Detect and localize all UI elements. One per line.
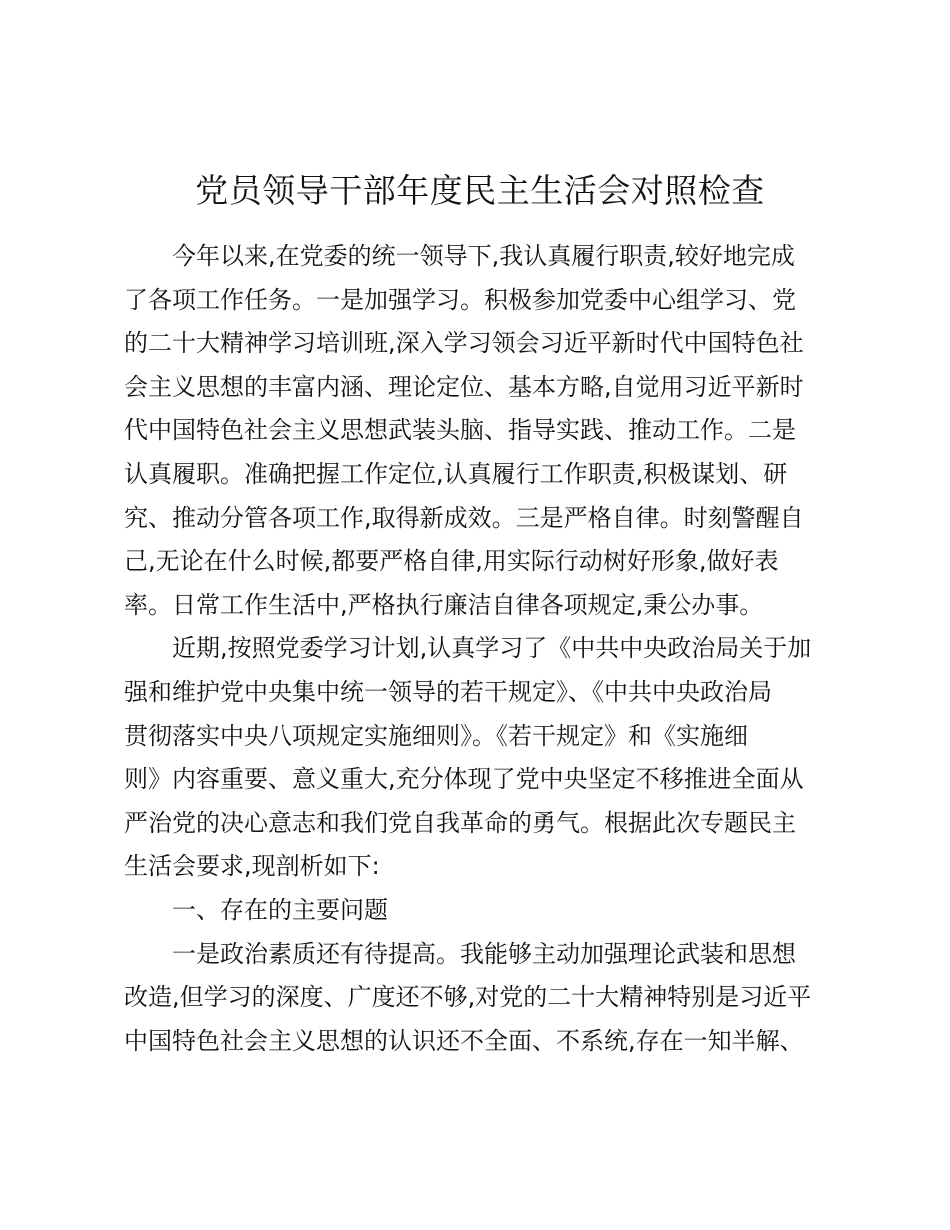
paragraph-line: 一是政治素质还有待提高。我能够主动加强理论武装和思想 (172, 939, 796, 968)
paragraph-line: 会主义思想的丰富内涵、理论定位、基本方略,自觉用习近平新时 (124, 372, 804, 401)
paragraph-line: 究、推动分管各项工作,取得新成效。三是严格自律。时刻警醒自 (124, 503, 804, 532)
paragraph-line: 了各项工作任务。一是加强学习。积极参加党委中心组学习、党 (124, 285, 796, 314)
paragraph-line: 中国特色社会主义思想的认识还不全面、不系统,存在一知半解、 (124, 1026, 804, 1055)
paragraph-line: 近期,按照党委学习计划,认真学习了《中共中央政治局关于加 (172, 634, 812, 663)
paragraph-line: 代中国特色社会主义思想武装头脑、指导实践、推动工作。二是 (124, 416, 796, 445)
paragraph-line: 严治党的决心意志和我们党自我革命的勇气。根据此次专题民主 (124, 808, 796, 837)
section-heading: 一、存在的主要问题 (172, 895, 388, 924)
paragraph-line: 改造,但学习的深度、广度还不够,对党的二十大精神特别是习近平 (124, 983, 812, 1012)
paragraph-line: 己,无论在什么时候,都要严格自律,用实际行动树好形象,做好表 (124, 547, 779, 576)
document-title: 党员领导干部年度民主生活会对照检查 (195, 171, 765, 210)
paragraph-line: 贯彻落实中央八项规定实施细则》。《若干规定》和《实施细 (124, 721, 748, 750)
paragraph-line: 率。日常工作生活中,严格执行廉洁自律各项规定,秉公办事。 (124, 590, 764, 619)
document-body (124, 235, 836, 1063)
paragraph-line: 强和维护党中央集中统一领导的若干规定》、《中共中央政治局 (124, 677, 772, 706)
paragraph-line: 的二十大精神学习培训班,深入学习领会习近平新时代中国特色社 (124, 329, 804, 358)
paragraph-line: 则》内容重要、意义重大,充分体现了党中央坚定不移推进全面从 (124, 765, 804, 794)
paragraph-line: 认真履职。准确把握工作定位,认真履行工作职责,积极谋划、研 (124, 459, 788, 488)
paragraph-line: 生活会要求,现剖析如下: (124, 852, 380, 881)
paragraph-line: 今年以来,在党委的统一领导下,我认真履行职责,较好地完成 (172, 242, 795, 270)
